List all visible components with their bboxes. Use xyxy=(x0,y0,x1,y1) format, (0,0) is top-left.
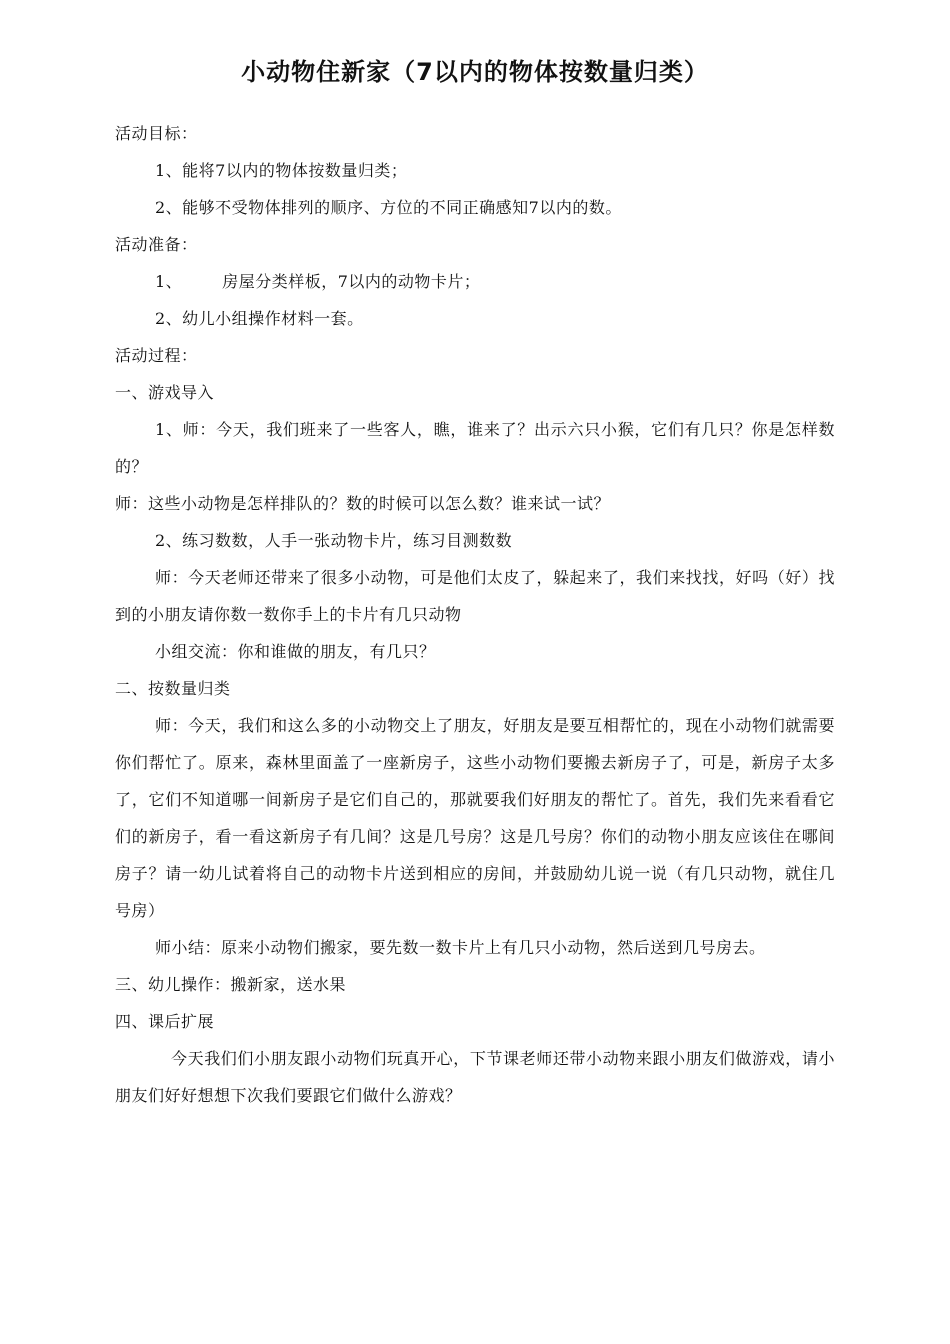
prep-item-1 xyxy=(115,263,835,300)
part1-paragraph-4: 师：今天老师还带来了很多小动物，可是他们太皮了，躲起来了，我们来找找，好吗（好）找到的小朋友请你数一数你手上的卡片有几只动物 xyxy=(115,568,835,624)
goal-item-1: 1、能将7以内的物体按数量归类； xyxy=(155,161,408,180)
part1-paragraph-2: 师：这些小动物是怎样排队的？数的时候可以怎么数？谁来试一试？ xyxy=(115,494,611,513)
goal-item-2: 2、能够不受物体排列的顺序、方位的不同正确感知7以内的数。 xyxy=(155,198,622,217)
part4-paragraph-1: 今天我们们小朋友跟小动物们玩真开心，下节课老师还带小动物来跟小朋友们做游戏，请小朋友们好好想想下次我们要跟它们做什么游戏？ xyxy=(115,1049,835,1105)
part1-paragraph-3: 2、练习数数，人手一张动物卡片，练习目测数数 xyxy=(155,531,513,550)
part2-paragraph-2: 师小结：原来小动物们搬家，要先数一数卡片上有几只小动物，然后送到几号房去。 xyxy=(155,938,766,957)
part4-heading: 四、课后扩展 xyxy=(115,1012,215,1031)
prep-heading: 活动准备： xyxy=(115,235,198,254)
part3-heading: 三、幼儿操作：搬新家，送水果 xyxy=(115,975,347,994)
part1-paragraph-1: 1、师：今天，我们班来了一些客人，瞧，谁来了？出示六只小猴，它们有几只？你是怎样数的？ xyxy=(115,420,835,476)
process-heading: 活动过程： xyxy=(115,346,198,365)
part2-heading: 二、按数量归类 xyxy=(115,679,231,698)
part1-heading: 一、游戏导入 xyxy=(115,383,215,402)
prep-item-2: 2、幼儿小组操作材料一套。 xyxy=(155,309,364,328)
part1-paragraph-5: 小组交流：你和谁做的朋友，有几只？ xyxy=(155,642,436,661)
document-body xyxy=(115,115,835,1114)
document-title: 小动物住新家（7以内的物体按数量归类） xyxy=(241,58,709,86)
part2-paragraph-1: 师：今天，我们和这么多的小动物交上了朋友，好朋友是要互相帮忙的，现在小动物们就需要你们帮忙了。原来，森林里面盖了一座新房子，这些小动物们要搬去新房子了，可是，新房子太多了，它们不知道哪一间新房子是它们自己的，那就要我们好朋友的帮忙了。首先，我们先来看看它们的新房子，看一看这新房子有几间？这是几号房？这是几号房？你们的动物小朋友应该住在哪间房子？请一幼儿试着将自己的动物卡片送到相应的房间，并鼓励幼儿说一说（有几只动物，就住几号房） xyxy=(115,716,835,920)
goals-heading: 活动目标： xyxy=(115,124,198,143)
prep-item-1-number: 1、 xyxy=(155,272,183,291)
prep-item-1-text: 房屋分类样板，7以内的动物卡片； xyxy=(222,272,481,291)
